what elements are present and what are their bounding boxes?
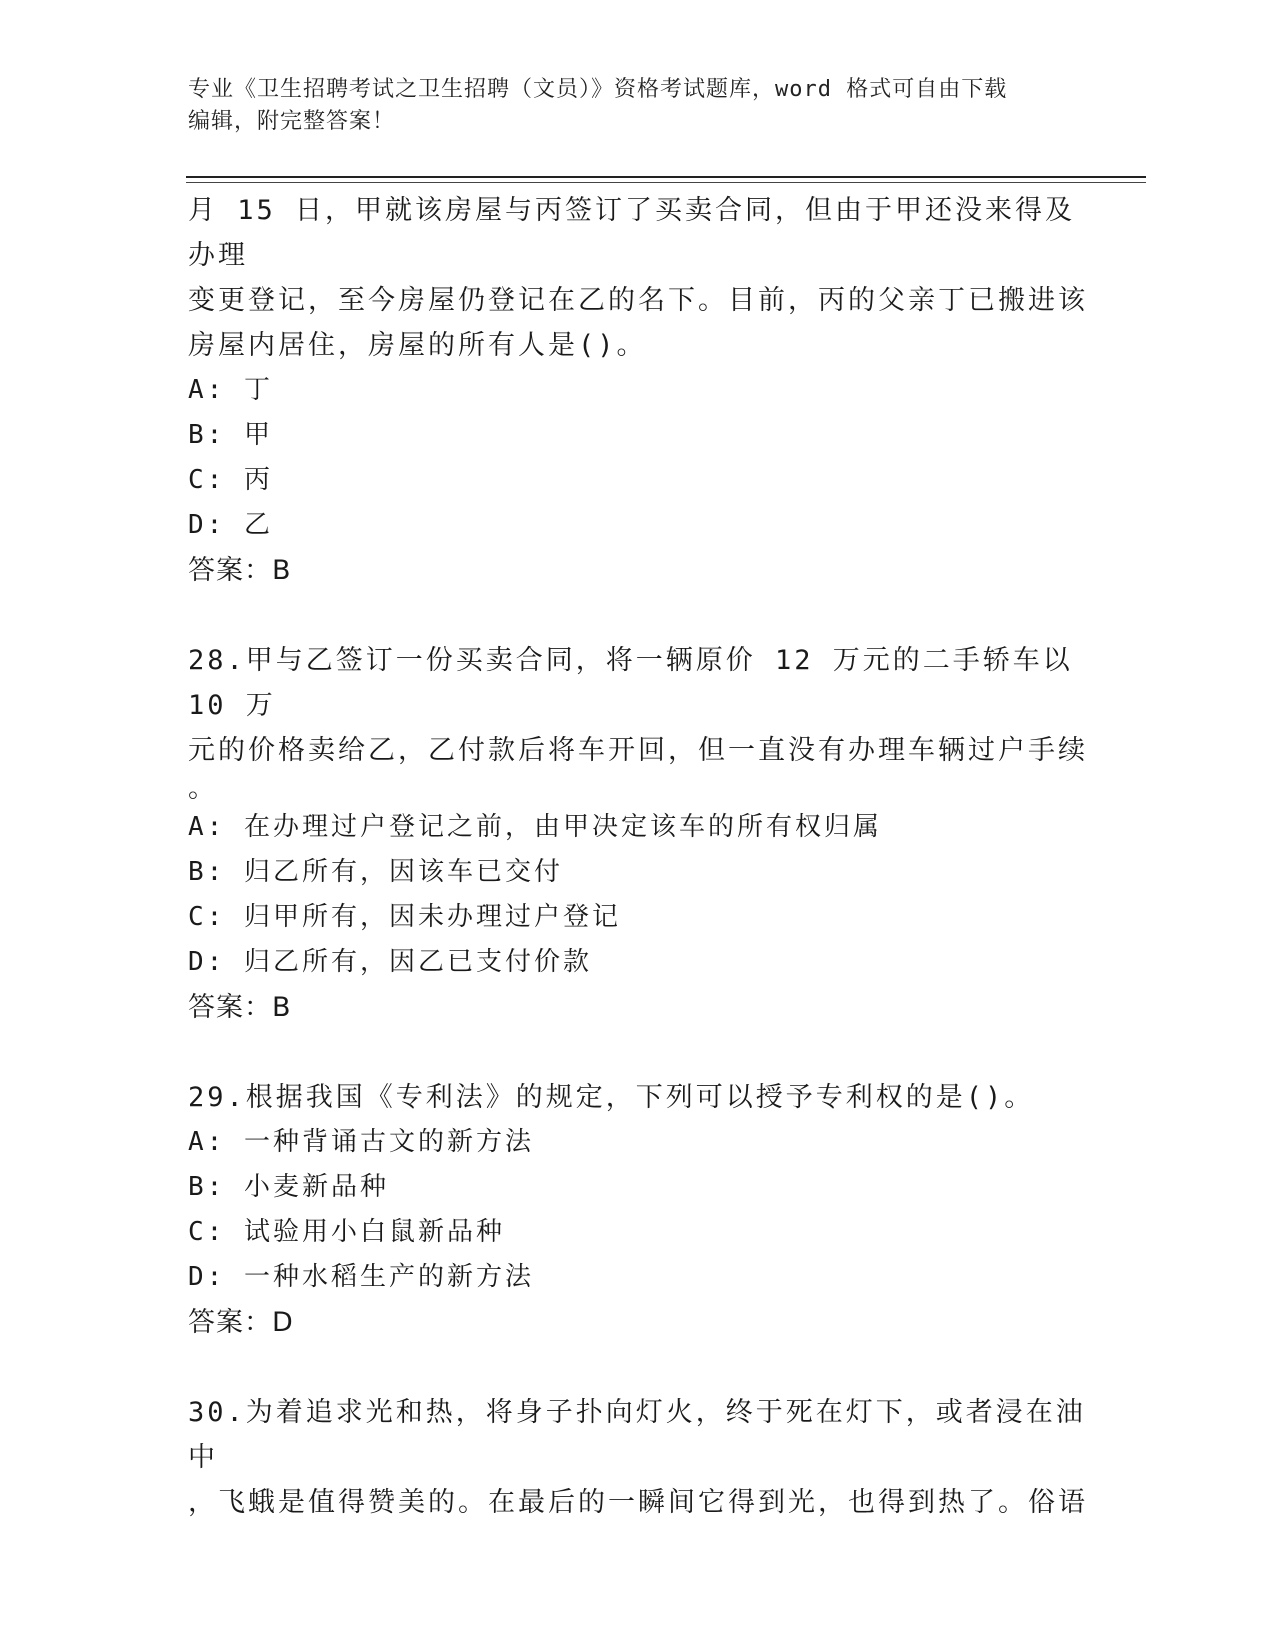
spacer [188, 1030, 1088, 1075]
question-text-line: 30.为着追求光和热，将身子扑向灯火，终于死在灯下，或者浸在油中 [188, 1397, 1086, 1473]
header-line-1: 专业《卫生招聘考试之卫生招聘（文员）》资格考试题库，word 格式可自由下载 [188, 77, 1008, 102]
question-29 [188, 1075, 1088, 1345]
question-text-line: 月 15 日，甲就该房屋与丙签订了买卖合同，但由于甲还没来得及办理 [188, 195, 1076, 271]
option-d: D: 乙 [188, 510, 273, 540]
answer-line: 答案：B [188, 555, 292, 586]
question-text-line: 变更登记，至今房屋仍登记在乙的名下。目前，丙的父亲丁已搬进该 [188, 285, 1088, 316]
option-c: C: 归甲所有，因未办理过户登记 [188, 902, 621, 932]
option-c: C: 丙 [188, 465, 273, 495]
option-b: B: 甲 [188, 420, 273, 450]
question-text-line: 。 [188, 773, 218, 804]
header-divider-thin [186, 182, 1146, 183]
question-text-line: ，飞蛾是值得赞美的。在最后的一瞬间它得到光，也得到热了。俗语 [188, 1487, 1088, 1518]
question-text-line: 29.根据我国《专利法》的规定，下列可以授予专利权的是()。 [188, 1082, 1035, 1113]
option-a: A: 在办理过户登记之前，由甲决定该车的所有权归属 [188, 812, 882, 842]
header-line-2: 编辑，附完整答案！ [188, 109, 396, 134]
page-header [188, 74, 1088, 138]
question-30 [188, 1390, 1088, 1525]
spacer [188, 1345, 1088, 1390]
question-28 [188, 638, 1088, 1030]
option-a: A: 一种背诵古文的新方法 [188, 1127, 534, 1157]
option-a: A: 丁 [188, 375, 273, 405]
answer-line: 答案：B [188, 992, 292, 1023]
answer-line: 答案：D [188, 1307, 294, 1338]
option-d: D: 归乙所有，因乙已支付价款 [188, 947, 592, 977]
option-c: C: 试验用小白鼠新品种 [188, 1217, 505, 1247]
option-b: B: 小麦新品种 [188, 1172, 389, 1202]
question-text-line: 28.甲与乙签订一份买卖合同，将一辆原价 12 万元的二手轿车以 10 万 [188, 645, 1073, 721]
option-d: D: 一种水稻生产的新方法 [188, 1262, 534, 1292]
question-continued [188, 188, 1088, 593]
spacer [188, 593, 1088, 638]
header-divider-thick [186, 176, 1146, 178]
document-body [188, 188, 1088, 1525]
question-text-line: 元的价格卖给乙，乙付款后将车开回，但一直没有办理车辆过户手续 [188, 735, 1088, 766]
question-text-line: 房屋内居住，房屋的所有人是()。 [188, 330, 647, 361]
option-b: B: 归乙所有，因该车已交付 [188, 857, 563, 887]
